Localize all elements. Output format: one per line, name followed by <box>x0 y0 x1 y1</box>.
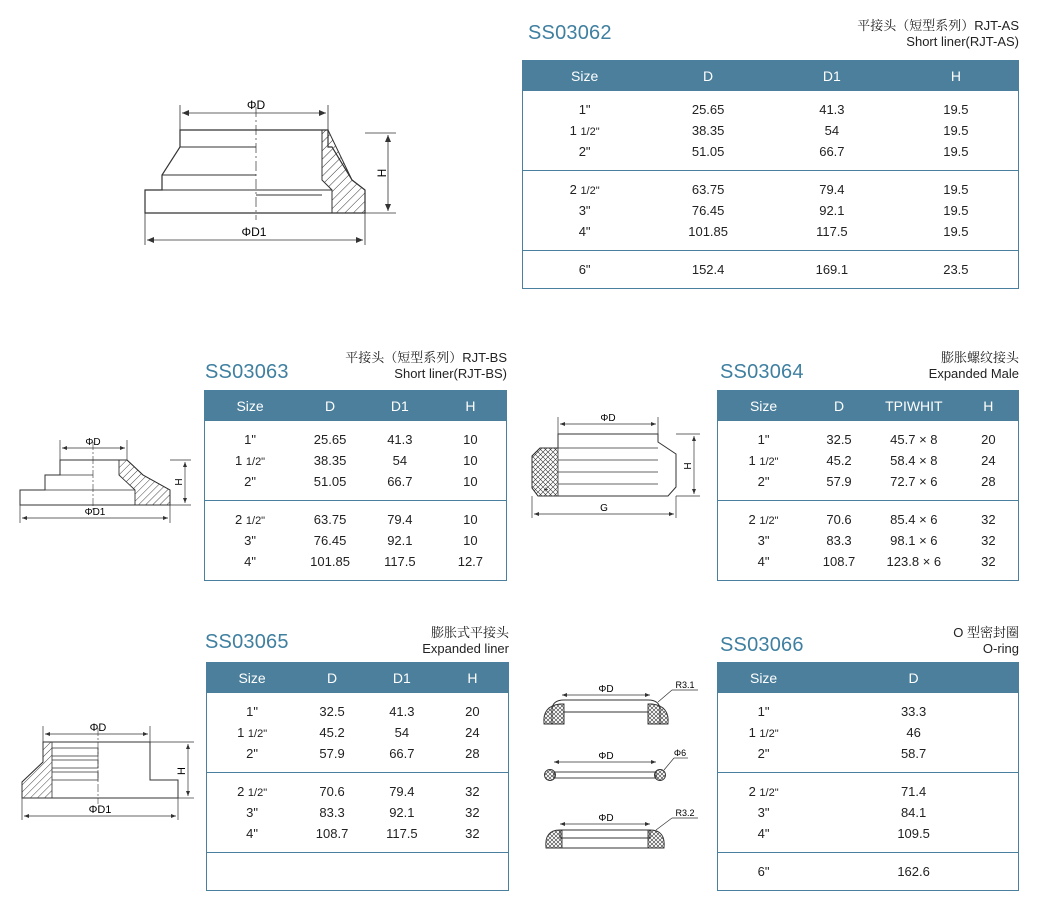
table-cell: 2" <box>246 746 259 761</box>
table-row <box>718 802 1019 823</box>
table-cell: 3" <box>246 805 259 820</box>
label-h: H <box>176 767 188 775</box>
table-row-group <box>205 501 507 581</box>
table-cell: 84.1 <box>900 805 927 820</box>
table-cell: 54 <box>824 123 840 138</box>
table-cell: 54 <box>392 453 408 468</box>
table-cell: 92.1 <box>389 805 415 820</box>
table-cell: 28 <box>981 474 996 489</box>
column-header: D1 <box>367 663 437 694</box>
table-cell: 79.4 <box>770 171 894 201</box>
spec-table <box>206 662 509 891</box>
table-row <box>718 853 1019 891</box>
section-title-ss03062 <box>857 18 1019 50</box>
table-row-group <box>207 773 509 853</box>
table-row <box>205 551 507 581</box>
table-cell: 19.5 <box>943 123 969 138</box>
table-cell: 1" <box>246 704 259 719</box>
table-row-group <box>523 171 1019 251</box>
title-cn: O 型密封圈 <box>953 625 1019 640</box>
column-header: D1 <box>365 391 435 422</box>
spec-table <box>522 60 1019 289</box>
table-cell: 19.5 <box>943 144 969 159</box>
table-cell: 19.5 <box>894 171 1019 201</box>
drawing-short-liner-rjt-as <box>140 95 390 255</box>
table-cell: 10 <box>435 501 507 531</box>
table-cell: 66.7 <box>387 474 413 489</box>
section-code-ss03063: SS03063 <box>205 361 289 383</box>
label-d-2: ΦD <box>598 751 614 762</box>
table-cell: 20 <box>465 704 480 719</box>
table-cell: 1 1/2" <box>748 725 779 740</box>
spec-table <box>717 662 1019 891</box>
table-row-group <box>523 251 1019 289</box>
drawing-expanded-liner <box>18 718 198 828</box>
table-row <box>718 551 1019 581</box>
table-cell: 6" <box>523 251 647 289</box>
table-row <box>207 743 509 773</box>
section-title-ss03063 <box>345 350 507 382</box>
table-cell: 10 <box>463 474 478 489</box>
table-cell: 10 <box>463 453 478 468</box>
table-header-row <box>523 61 1019 92</box>
column-header: Size <box>207 663 298 694</box>
table-row <box>718 773 1019 803</box>
table-row-group <box>718 501 1019 581</box>
column-header: D <box>295 391 365 422</box>
spec-table <box>204 390 507 581</box>
table-cell: 83.3 <box>826 533 852 548</box>
table-cell: 109.5 <box>897 826 930 841</box>
title-en: Short liner(RJT-AS) <box>906 34 1019 49</box>
table-cell <box>437 853 509 891</box>
table-row-group <box>718 773 1019 853</box>
label-d: ΦD <box>246 98 266 112</box>
table-cell: 72.7 × 6 <box>890 474 938 489</box>
label-p6: Φ6 <box>673 748 687 758</box>
table-cell: 4" <box>578 224 591 239</box>
table-row <box>718 530 1019 551</box>
title-cn: 平接头（短型系列）RJT-BS <box>345 350 507 365</box>
table-cell: 4" <box>246 826 259 841</box>
table-cell: 108.7 <box>315 826 349 841</box>
table-cell: 2 1/2" <box>207 773 298 803</box>
table-cell: 2 1/2" <box>718 773 810 803</box>
table-row <box>718 693 1019 722</box>
table-cell: 19.5 <box>943 203 969 218</box>
table-row <box>207 693 509 722</box>
table-cell: 41.3 <box>389 704 415 719</box>
table-row <box>207 823 509 853</box>
table-cell: 32.5 <box>319 704 345 719</box>
title-en: Expanded Male <box>928 366 1019 381</box>
table-row <box>523 251 1019 289</box>
label-d: ΦD <box>89 722 107 734</box>
table-cell: 1 1/2" <box>235 453 266 468</box>
table-cell: 3" <box>757 805 770 820</box>
table-cell <box>207 853 298 891</box>
label-d: ΦD <box>600 413 616 424</box>
label-d: ΦD <box>85 437 101 448</box>
column-header: Size <box>205 391 296 422</box>
table-cell: 2 1/2" <box>718 501 810 531</box>
table-row-group <box>718 853 1019 891</box>
table-cell: 169.1 <box>770 251 894 289</box>
table-cell: 32 <box>465 826 480 841</box>
table-cell: 10 <box>463 432 478 447</box>
table-cell: 101.85 <box>688 224 728 239</box>
drawing-expanded-male <box>528 412 708 522</box>
table-cell: 63.75 <box>295 501 365 531</box>
table-cell: 98.1 × 6 <box>890 533 938 548</box>
table-cell: 54 <box>394 725 410 740</box>
section-code-ss03062: SS03062 <box>528 22 612 44</box>
table-cell: 41.3 <box>387 432 413 447</box>
table-cell: 2 1/2" <box>523 171 647 201</box>
table-cell: 19.5 <box>943 224 969 239</box>
table-cell: 4" <box>757 826 770 841</box>
table-cell: 2" <box>757 474 770 489</box>
table-cell: 162.6 <box>809 853 1018 891</box>
table-row <box>718 471 1019 501</box>
table-cell: 70.6 <box>809 501 869 531</box>
table-cell: 66.7 <box>819 144 845 159</box>
table-cell: 45.2 <box>826 453 852 468</box>
table-header-row <box>718 391 1019 422</box>
title-en: Short liner(RJT-BS) <box>394 366 507 381</box>
section-code-ss03066: SS03066 <box>720 634 804 656</box>
table-cell: 92.1 <box>387 533 413 548</box>
table-cell: 38.35 <box>691 123 725 138</box>
column-header: D1 <box>770 61 894 92</box>
label-d1: ΦD1 <box>88 804 112 816</box>
column-header: D <box>297 663 367 694</box>
table-row <box>207 802 509 823</box>
table-row <box>718 823 1019 853</box>
table-cell: 20 <box>981 432 996 447</box>
table-row <box>205 530 507 551</box>
table-cell: 33.3 <box>900 704 927 719</box>
table-cell: 83.3 <box>319 805 345 820</box>
table-cell: 4" <box>244 554 256 569</box>
table-cell: 1 1/2" <box>748 453 779 468</box>
table-cell: 3" <box>578 203 591 218</box>
table-row-group <box>523 91 1019 171</box>
table-row <box>207 722 509 743</box>
table-cell: 12.7 <box>457 554 484 569</box>
table-cell: 76.45 <box>691 203 725 218</box>
table-cell <box>297 853 367 891</box>
table-cell: 3" <box>757 533 770 548</box>
title-en: O-ring <box>982 641 1019 656</box>
table-cell: 41.3 <box>819 102 845 117</box>
table-row-group <box>718 693 1019 773</box>
table-cell: 117.5 <box>384 554 416 569</box>
table-cell: 1" <box>757 432 770 447</box>
table-cell: 23.5 <box>894 251 1019 289</box>
table-cell: 108.7 <box>822 554 856 569</box>
table-row-group <box>718 421 1019 501</box>
table-row <box>523 171 1019 201</box>
table-cell: 3" <box>244 533 256 548</box>
table-row <box>205 421 507 450</box>
table-row <box>207 773 509 803</box>
table-row <box>718 722 1019 743</box>
table-cell: 70.6 <box>297 773 367 803</box>
table-header-row <box>207 663 509 694</box>
table-cell: 85.4 × 6 <box>869 501 959 531</box>
table-cell: 2 1/2" <box>205 501 296 531</box>
table-cell: 66.7 <box>389 746 415 761</box>
label-g: G <box>600 503 608 514</box>
spec-table <box>717 390 1019 581</box>
table-cell: 101.85 <box>310 554 350 569</box>
table-cell: 32 <box>437 773 509 803</box>
table-cell: 71.4 <box>809 773 1018 803</box>
section-title-ss03064 <box>929 350 1019 382</box>
title-cn: 膨胀式平接头 <box>430 625 509 640</box>
table-cell <box>367 853 437 891</box>
table-row <box>523 120 1019 141</box>
table-cell: 19.5 <box>943 102 969 117</box>
section-code-ss03065: SS03065 <box>205 631 289 653</box>
table-cell: 1 1/2" <box>569 123 600 138</box>
table-row <box>205 471 507 501</box>
drawing-short-liner-rjt-bs <box>15 430 195 530</box>
table-cell: 92.1 <box>819 203 845 218</box>
table-cell: 57.9 <box>319 746 345 761</box>
label-h: H <box>174 478 185 486</box>
table-cell: 38.35 <box>313 453 347 468</box>
table-cell: 32 <box>959 501 1019 531</box>
table-row <box>205 501 507 531</box>
title-cn: 平接头（短型系列）RJT-AS <box>857 18 1019 33</box>
table-cell: 32.5 <box>826 432 852 447</box>
label-h: H <box>683 462 694 470</box>
table-cell: 10 <box>463 533 478 548</box>
table-cell: 32 <box>981 533 996 548</box>
table-cell: 25.65 <box>691 102 725 117</box>
table-row <box>523 141 1019 171</box>
table-cell: 2" <box>757 746 770 761</box>
section-code-ss03064: SS03064 <box>720 361 804 383</box>
column-header: H <box>959 391 1019 422</box>
label-d: ΦD <box>598 684 614 695</box>
label-d1: ΦD1 <box>241 225 267 239</box>
table-cell: 117.5 <box>816 224 848 239</box>
table-cell: 79.4 <box>365 501 435 531</box>
section-title-ss03066 <box>953 625 1019 657</box>
table-cell: 46 <box>906 725 921 740</box>
title-en: Expanded liner <box>422 641 509 656</box>
column-header: D <box>646 61 770 92</box>
table-header-row <box>718 663 1019 694</box>
table-row <box>523 221 1019 251</box>
section-title-ss03065 <box>422 625 509 657</box>
column-header: H <box>894 61 1019 92</box>
table-cell: 1" <box>244 432 256 447</box>
column-header: Size <box>718 663 810 694</box>
column-header: D <box>809 391 869 422</box>
table-cell: 1 1/2" <box>237 725 268 740</box>
table-row <box>718 421 1019 450</box>
table-cell: 45.2 <box>319 725 345 740</box>
table-cell: 51.05 <box>691 144 725 159</box>
column-header: Size <box>523 61 647 92</box>
table-cell: 1" <box>578 102 591 117</box>
column-header: TPIWHIT <box>869 391 959 422</box>
table-cell: 28 <box>465 746 480 761</box>
label-r31: R3.1 <box>675 680 695 690</box>
table-cell: 58.7 <box>900 746 927 761</box>
table-cell: 2" <box>578 144 591 159</box>
table-row-group <box>207 853 509 891</box>
table-header-row <box>205 391 507 422</box>
table-row <box>523 200 1019 221</box>
table-cell: 24 <box>981 453 996 468</box>
table-cell: 6" <box>718 853 810 891</box>
table-cell: 2" <box>244 474 256 489</box>
table-cell: 32 <box>981 554 996 569</box>
table-row <box>718 743 1019 773</box>
table-cell: 51.05 <box>313 474 347 489</box>
table-cell: 24 <box>465 725 480 740</box>
table-cell: 25.65 <box>313 432 347 447</box>
label-d1: ΦD1 <box>84 507 106 518</box>
table-row-group <box>207 693 509 773</box>
title-cn: 膨胀螺纹接头 <box>940 350 1019 365</box>
table-cell: 123.8 × 6 <box>886 554 942 569</box>
svg-text:+: + <box>543 485 549 494</box>
table-row <box>718 450 1019 471</box>
table-cell: 76.45 <box>313 533 347 548</box>
table-row <box>205 450 507 471</box>
table-cell: 63.75 <box>646 171 770 201</box>
table-row <box>718 501 1019 531</box>
drawing-o-ring <box>540 680 710 855</box>
column-header: D <box>809 663 1018 694</box>
table-row <box>207 853 509 891</box>
table-cell: 117.5 <box>386 826 418 841</box>
table-cell: 45.7 × 8 <box>890 432 938 447</box>
table-cell: 4" <box>757 554 770 569</box>
column-header: H <box>437 663 509 694</box>
table-cell: 79.4 <box>367 773 437 803</box>
table-row <box>523 91 1019 120</box>
label-r32: R3.2 <box>675 808 695 818</box>
table-cell: 32 <box>465 805 480 820</box>
table-cell: 1" <box>757 704 770 719</box>
table-cell: 152.4 <box>646 251 770 289</box>
column-header: H <box>435 391 507 422</box>
label-d-3: ΦD <box>598 813 614 824</box>
table-row-group <box>205 421 507 501</box>
column-header: Size <box>718 391 810 422</box>
table-cell: 57.9 <box>826 474 852 489</box>
table-cell: 58.4 × 8 <box>890 453 938 468</box>
label-h: H <box>375 168 389 178</box>
